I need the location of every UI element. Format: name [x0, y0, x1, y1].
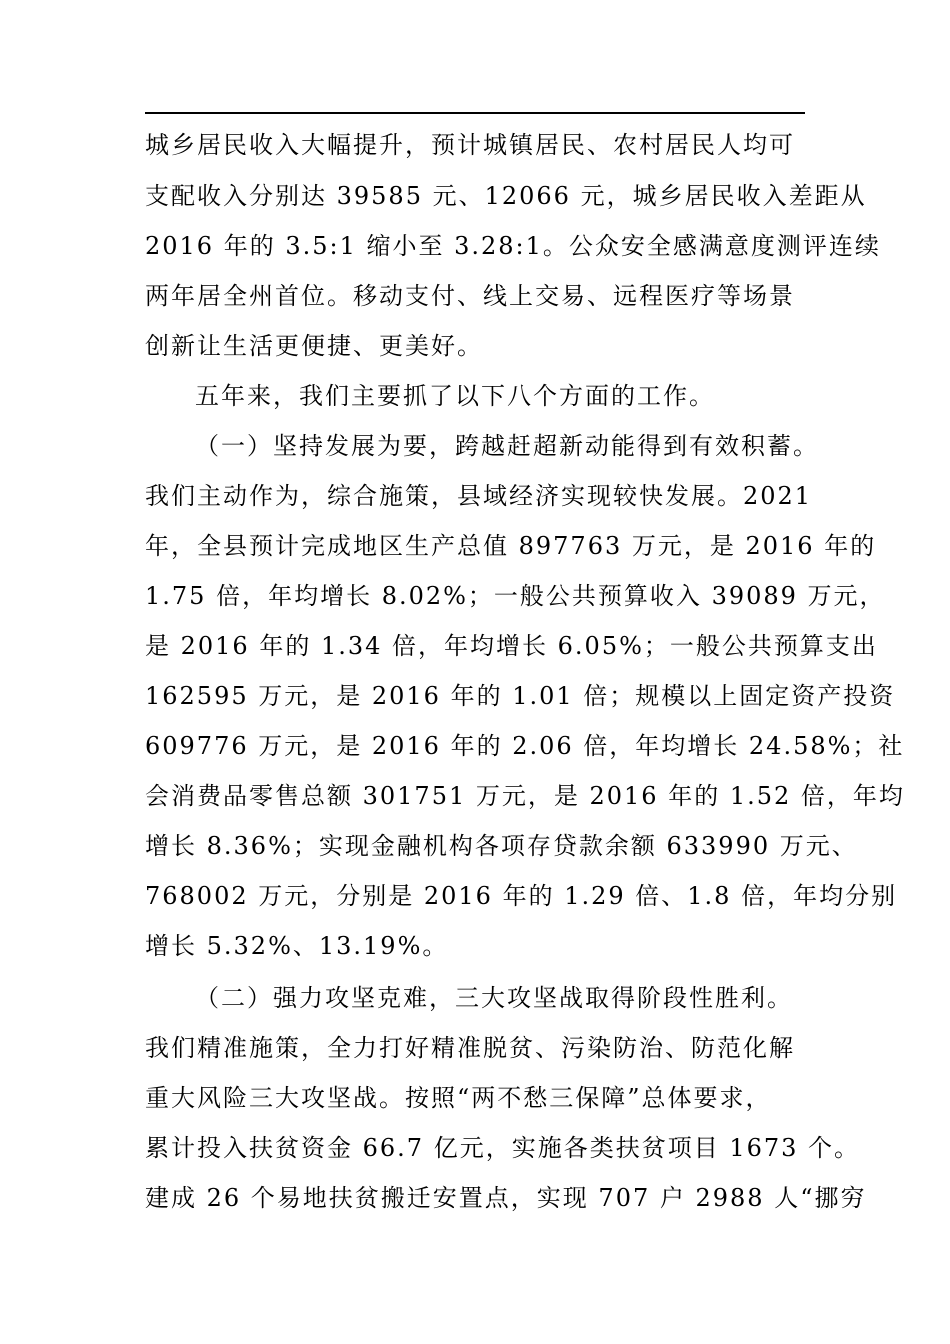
text-line: 2016 年的 3.5:1 缩小至 3.28:1。公众安全感满意度测评连续 — [145, 232, 881, 260]
text-line: 609776 万元，是 2016 年的 2.06 倍，年均增长 24.58%；社 — [145, 732, 905, 760]
text-line: 支配收入分别达 39585 元、12066 元，城乡居民收入差距从 — [145, 182, 867, 210]
text-line: 重大风险三大攻坚战。按照“两不愁三保障”总体要求， — [145, 1084, 772, 1112]
section-heading: （一）坚持发展为要，跨越赶超新动能得到有效积蓄。 — [195, 432, 819, 460]
text-line: 两年居全州首位。移动支付、线上交易、远程医疗等场景 — [145, 282, 795, 310]
text-line: 创新让生活更便捷、更美好。 — [145, 332, 483, 360]
text-line: 1.75 倍，年均增长 8.02%；一般公共预算收入 39089 万元， — [145, 582, 886, 610]
text-line: 增长 8.36%；实现金融机构各项存贷款余额 633990 万元、 — [145, 832, 858, 860]
text-line: 建成 26 个易地扶贫搬迁安置点，实现 707 户 2988 人“挪穷 — [145, 1184, 867, 1212]
header-rule — [145, 112, 805, 114]
text-line: 会消费品零售总额 301751 万元，是 2016 年的 1.52 倍，年均 — [145, 782, 905, 810]
text-line: 是 2016 年的 1.34 倍，年均增长 6.05%；一般公共预算支出 — [145, 632, 878, 660]
text-line: 城乡居民收入大幅提升，预计城镇居民、农村居民人均可 — [145, 131, 795, 159]
text-line: 年，全县预计完成地区生产总值 897763 万元，是 2016 年的 — [145, 532, 877, 560]
text-line: 五年来，我们主要抓了以下八个方面的工作。 — [195, 382, 715, 410]
text-line: 增长 5.32%、13.19%。 — [145, 932, 449, 960]
text-line: 768002 万元，分别是 2016 年的 1.29 倍、1.8 倍，年均分别 — [145, 882, 898, 910]
text-line: 162595 万元，是 2016 年的 1.01 倍；规模以上固定资产投资 — [145, 682, 896, 710]
text-line: 我们精准施策，全力打好精准脱贫、污染防治、防范化解 — [145, 1034, 795, 1062]
text-line: 累计投入扶贫资金 66.7 亿元，实施各类扶贫项目 1673 个。 — [145, 1134, 861, 1162]
text-line: 我们主动作为，综合施策，县域经济实现较快发展。2021 — [145, 482, 813, 510]
section-heading: （二）强力攻坚克难，三大攻坚战取得阶段性胜利。 — [195, 984, 793, 1012]
